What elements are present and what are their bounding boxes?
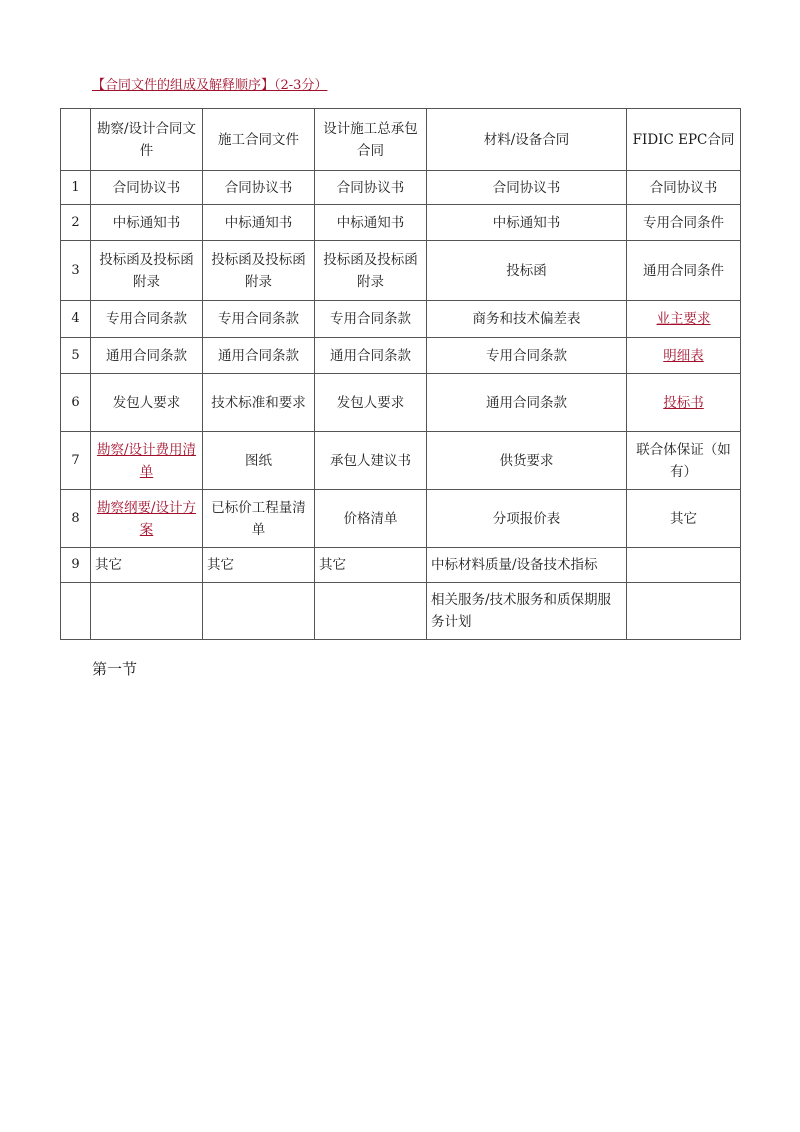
row-number: 6 bbox=[61, 374, 91, 432]
table-cell-link[interactable] bbox=[627, 374, 741, 432]
schedules-link[interactable]: 明细表 bbox=[663, 347, 704, 364]
table-cell: 中标通知书 bbox=[203, 205, 315, 241]
table-row bbox=[61, 241, 741, 301]
table-cell: 合同协议书 bbox=[315, 171, 427, 205]
table-cell-link[interactable] bbox=[91, 432, 203, 490]
section-label: 第一节 bbox=[92, 660, 138, 678]
table-cell: 专用合同条款 bbox=[427, 338, 627, 374]
table-row bbox=[61, 583, 741, 640]
table-cell: 通用合同条件 bbox=[627, 241, 741, 301]
table-cell: 技术标准和要求 bbox=[203, 374, 315, 432]
table-cell: 专用合同条款 bbox=[91, 301, 203, 338]
row-number: 3 bbox=[61, 241, 91, 301]
table-cell: 通用合同条款 bbox=[427, 374, 627, 432]
table-cell: 发包人要求 bbox=[315, 374, 427, 432]
table-cell: 供货要求 bbox=[427, 432, 627, 490]
table-cell: 其它 bbox=[203, 548, 315, 583]
table-cell: 专用合同条件 bbox=[627, 205, 741, 241]
table-cell: 合同协议书 bbox=[91, 171, 203, 205]
header-cell-design-build: 设计施工总承包合同 bbox=[315, 109, 427, 171]
table-cell: 投标函及投标函附录 bbox=[315, 241, 427, 301]
table-cell: 图纸 bbox=[203, 432, 315, 490]
employer-requirements-link[interactable]: 业主要求 bbox=[656, 311, 711, 327]
table-cell: 通用合同条款 bbox=[91, 338, 203, 374]
header-cell-survey-design: 勘察/设计合同文件 bbox=[91, 109, 203, 171]
table-cell bbox=[627, 583, 741, 640]
table-cell-link[interactable] bbox=[627, 338, 741, 374]
table-cell: 合同协议书 bbox=[627, 171, 741, 205]
row-number: 4 bbox=[61, 301, 91, 338]
table-cell: 中标通知书 bbox=[315, 205, 427, 241]
table-cell: 投标函及投标函附录 bbox=[91, 241, 203, 301]
table-cell-link[interactable] bbox=[627, 301, 741, 338]
header-cell-materials-equipment: 材料/设备合同 bbox=[427, 109, 627, 171]
row-number: 1 bbox=[61, 171, 91, 205]
table-cell: 发包人要求 bbox=[91, 374, 203, 432]
header-cell-fidic-epc: FIDIC EPC合同 bbox=[627, 109, 741, 171]
table-cell: 合同协议书 bbox=[203, 171, 315, 205]
table-cell: 中标通知书 bbox=[91, 205, 203, 241]
table-header-row bbox=[61, 109, 741, 171]
table-cell: 价格清单 bbox=[315, 490, 427, 548]
row-number: 7 bbox=[61, 432, 91, 490]
table-cell: 投标函及投标函附录 bbox=[203, 241, 315, 301]
table-cell: 承包人建议书 bbox=[315, 432, 427, 490]
table-cell: 已标价工程量清单 bbox=[203, 490, 315, 548]
table-cell: 合同协议书 bbox=[427, 171, 627, 205]
contract-documents-table-wrapper bbox=[60, 108, 741, 640]
table-cell bbox=[91, 583, 203, 640]
table-row bbox=[61, 374, 741, 432]
table-cell: 分项报价表 bbox=[427, 490, 627, 548]
table-row bbox=[61, 490, 741, 548]
table-cell: 专用合同条款 bbox=[315, 301, 427, 338]
table-cell bbox=[203, 583, 315, 640]
table-cell: 商务和技术偏差表 bbox=[427, 301, 627, 338]
table-cell: 其它 bbox=[315, 548, 427, 583]
header-cell-num bbox=[61, 109, 91, 171]
table-cell: 通用合同条款 bbox=[203, 338, 315, 374]
table-cell bbox=[315, 583, 427, 640]
row-number bbox=[61, 583, 91, 640]
survey-design-fee-list-link[interactable]: 勘察/设计费用清单 bbox=[96, 441, 197, 480]
table-row bbox=[61, 205, 741, 241]
table-cell: 相关服务/技术服务和质保期服务计划 bbox=[427, 583, 627, 640]
page-heading[interactable] bbox=[92, 74, 327, 93]
table-cell: 专用合同条款 bbox=[203, 301, 315, 338]
table-cell: 中标材料质量/设备技术指标 bbox=[427, 548, 627, 583]
table-row bbox=[61, 548, 741, 583]
table-cell: 中标通知书 bbox=[427, 205, 627, 241]
table-cell bbox=[627, 548, 741, 583]
tender-link[interactable]: 投标书 bbox=[663, 394, 704, 411]
table-cell: 通用合同条款 bbox=[315, 338, 427, 374]
heading-main: 【合同文件的组成及解释顺序】 bbox=[92, 78, 275, 93]
header-cell-construction: 施工合同文件 bbox=[203, 109, 315, 171]
contract-documents-table bbox=[60, 108, 741, 640]
table-cell: 其它 bbox=[627, 490, 741, 548]
row-number: 5 bbox=[61, 338, 91, 374]
table-row bbox=[61, 171, 741, 205]
table-cell-link[interactable] bbox=[91, 490, 203, 548]
table-cell: 联合体保证（如有） bbox=[627, 432, 741, 490]
table-row bbox=[61, 301, 741, 338]
row-number: 8 bbox=[61, 490, 91, 548]
table-row bbox=[61, 432, 741, 490]
row-number: 9 bbox=[61, 548, 91, 583]
table-cell: 投标函 bbox=[427, 241, 627, 301]
heading-note: （2-3分） bbox=[274, 78, 328, 93]
row-number: 2 bbox=[61, 205, 91, 241]
table-cell: 其它 bbox=[91, 548, 203, 583]
table-row bbox=[61, 338, 741, 374]
survey-outline-design-plan-link[interactable]: 勘察纲要/设计方案 bbox=[96, 499, 197, 538]
